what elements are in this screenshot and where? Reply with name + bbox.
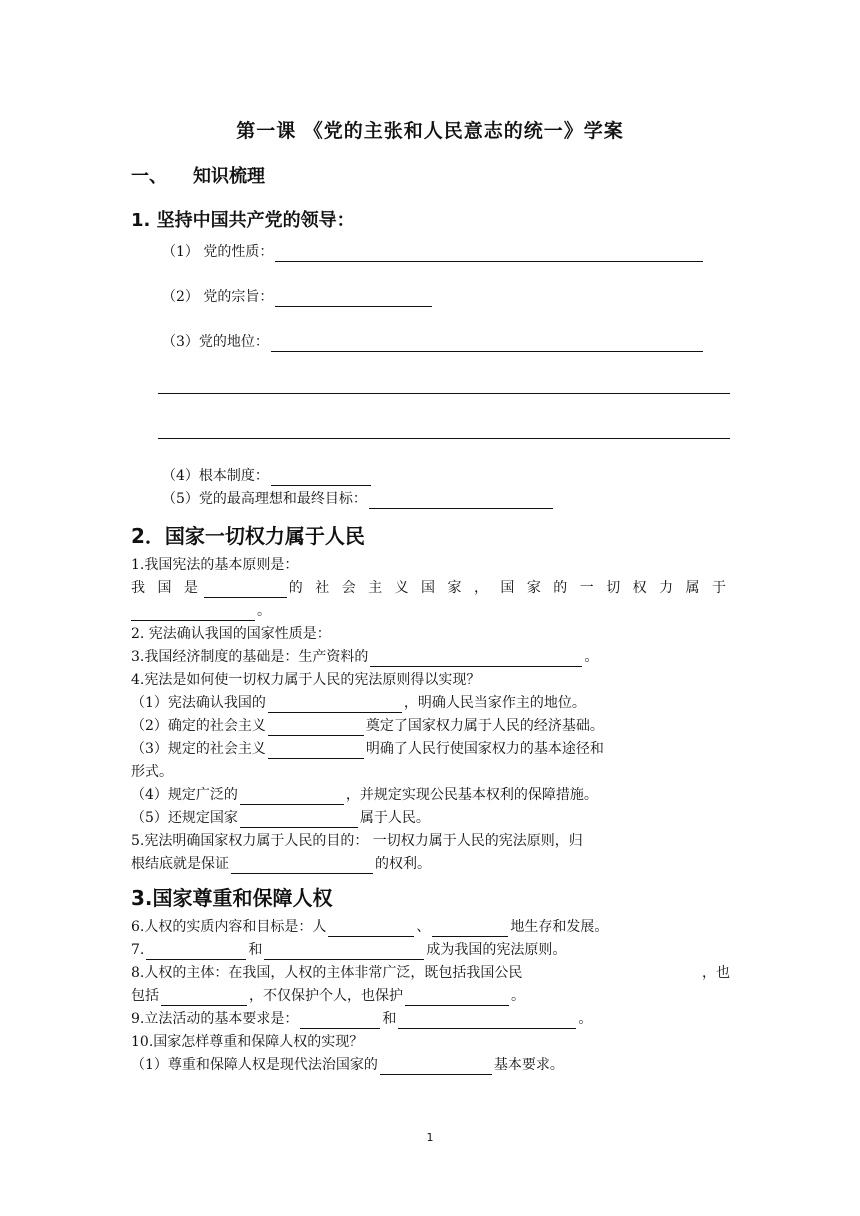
paragraph-line	[131, 762, 173, 782]
part3-heading: 3.国家尊重和保障人权	[131, 886, 333, 910]
answer-line[interactable]	[158, 438, 730, 439]
text: 的权利。	[375, 856, 431, 872]
section-label: 知识梳理	[193, 166, 265, 187]
text: 地生存和发展。	[510, 919, 609, 935]
answer-blank[interactable]	[380, 1058, 492, 1075]
list-item	[162, 242, 705, 262]
answer-blank[interactable]	[405, 989, 509, 1006]
text: ，也	[702, 965, 730, 981]
text: 。	[257, 603, 271, 619]
paragraph-line	[131, 917, 608, 937]
text: 。	[584, 649, 599, 665]
text: （2）确定的社会主义	[131, 718, 266, 734]
text: 1.我国宪法的基本原则是：	[131, 557, 299, 573]
part1-heading: 1. 坚持中国共产党的领导：	[131, 210, 355, 231]
answer-blank[interactable]	[271, 335, 703, 352]
paragraph-line	[131, 986, 525, 1006]
paragraph-line	[131, 963, 730, 983]
answer-blank[interactable]	[268, 696, 402, 713]
text: 形式。	[131, 764, 173, 780]
text: 。	[578, 1011, 593, 1027]
paragraph-line	[131, 808, 430, 828]
part2-heading: 2．国家一切权力属于人民	[131, 524, 365, 548]
text: 8.人权的主体：在我国，人权的主体非常广泛，既包括我国公民	[131, 965, 523, 981]
item-label: （2） 党的宗旨：	[162, 289, 274, 305]
list-item	[162, 466, 373, 486]
paragraph-line	[131, 785, 598, 805]
answer-blank[interactable]	[432, 920, 508, 937]
text: ，并规定实现公民基本权利的保障措施。	[345, 787, 598, 803]
text: 成为我国的宪法原则。	[426, 942, 567, 958]
paragraph-line	[131, 555, 298, 575]
text: 包括	[131, 988, 159, 1004]
page-number: 1	[426, 1131, 434, 1144]
answer-blank[interactable]	[369, 492, 553, 509]
item-label: （3）党的地位：	[162, 334, 269, 350]
paragraph-line	[131, 831, 583, 851]
paragraph-line	[131, 578, 730, 598]
text: 3.我国经济制度的基础是：生产资料的	[131, 649, 369, 665]
text: （3）规定的社会主义	[131, 741, 266, 757]
answer-blank[interactable]	[240, 811, 358, 828]
answer-blank[interactable]	[204, 581, 287, 598]
paragraph-line	[131, 1009, 592, 1029]
paragraph-line	[131, 624, 331, 644]
paragraph-line	[131, 670, 480, 690]
answer-blank[interactable]	[300, 1012, 380, 1029]
paragraph-line	[131, 601, 271, 621]
text: 4.宪法是如何使一切权力属于人民的宪法原则得以实现？	[131, 672, 481, 688]
page-title: 第一课 《党的主张和人民意志的统一》学案	[236, 120, 624, 142]
text: 7.	[131, 942, 145, 958]
paragraph-line	[131, 1032, 363, 1052]
answer-blank[interactable]	[146, 943, 246, 960]
section-heading	[131, 162, 265, 188]
text: 属于人民。	[359, 810, 430, 826]
answer-blank[interactable]	[275, 245, 703, 262]
text: 明确了人民行使国家权力的基本途径和	[365, 741, 604, 757]
text: 、	[416, 919, 431, 935]
answer-blank[interactable]	[264, 943, 424, 960]
paragraph-line	[131, 1055, 564, 1075]
text: 的 社 会 主 义 国 家 ， 国 家 的 一 切 权 力 属 于	[288, 580, 730, 596]
text: 我 国 是	[131, 580, 202, 596]
paragraph-line	[131, 739, 604, 759]
answer-blank[interactable]	[161, 989, 247, 1006]
text: 基本要求。	[493, 1057, 564, 1073]
text: 6.人权的实质内容和目标是：人	[131, 919, 327, 935]
text: 和	[382, 1011, 397, 1027]
answer-blank[interactable]	[131, 604, 255, 621]
text: （1）尊重和保障人权是现代法治国家的	[131, 1057, 378, 1073]
answer-line[interactable]	[158, 393, 730, 394]
answer-blank[interactable]	[328, 920, 414, 937]
list-item	[162, 489, 555, 509]
text: 奠定了国家权力属于人民的经济基础。	[365, 718, 604, 734]
item-label: （5）党的最高理想和最终目标：	[162, 491, 367, 507]
section-number: 一、	[131, 166, 167, 187]
text: ，明确人民当家作主的地位。	[403, 695, 586, 711]
answer-blank[interactable]	[268, 719, 364, 736]
text: 10.国家怎样尊重和保障人权的实现？	[131, 1034, 364, 1050]
paragraph-line	[131, 716, 604, 736]
list-item	[162, 332, 705, 352]
text: （4）规定广泛的	[131, 787, 238, 803]
text: （1）宪法确认我国的	[131, 695, 266, 711]
list-item	[162, 287, 434, 307]
text: 。	[511, 988, 525, 1004]
item-label: （4）根本制度：	[162, 468, 269, 484]
answer-blank[interactable]	[231, 857, 373, 874]
answer-blank[interactable]	[370, 650, 582, 667]
answer-blank[interactable]	[275, 290, 432, 307]
text: 9.立法活动的基本要求是：	[131, 1011, 299, 1027]
text: 5.宪法明确国家权力属于人民的目的： 一切权力属于人民的宪法原则，归	[131, 833, 583, 849]
text: ，不仅保护个人，也保护	[249, 988, 403, 1004]
answer-blank[interactable]	[398, 1012, 576, 1029]
item-label: （1） 党的性质：	[162, 244, 274, 260]
text: （5）还规定国家	[131, 810, 238, 826]
paragraph-line	[131, 854, 431, 874]
paragraph-line	[131, 940, 566, 960]
answer-blank[interactable]	[271, 469, 371, 486]
answer-blank[interactable]	[240, 788, 344, 805]
text: 和	[248, 942, 263, 958]
paragraph-line	[131, 647, 598, 667]
paragraph-line	[131, 693, 586, 713]
text: 2. 宪法确认我国的国家性质是：	[131, 626, 331, 642]
answer-blank[interactable]	[268, 742, 364, 759]
text: 根结底就是保证	[131, 856, 229, 872]
